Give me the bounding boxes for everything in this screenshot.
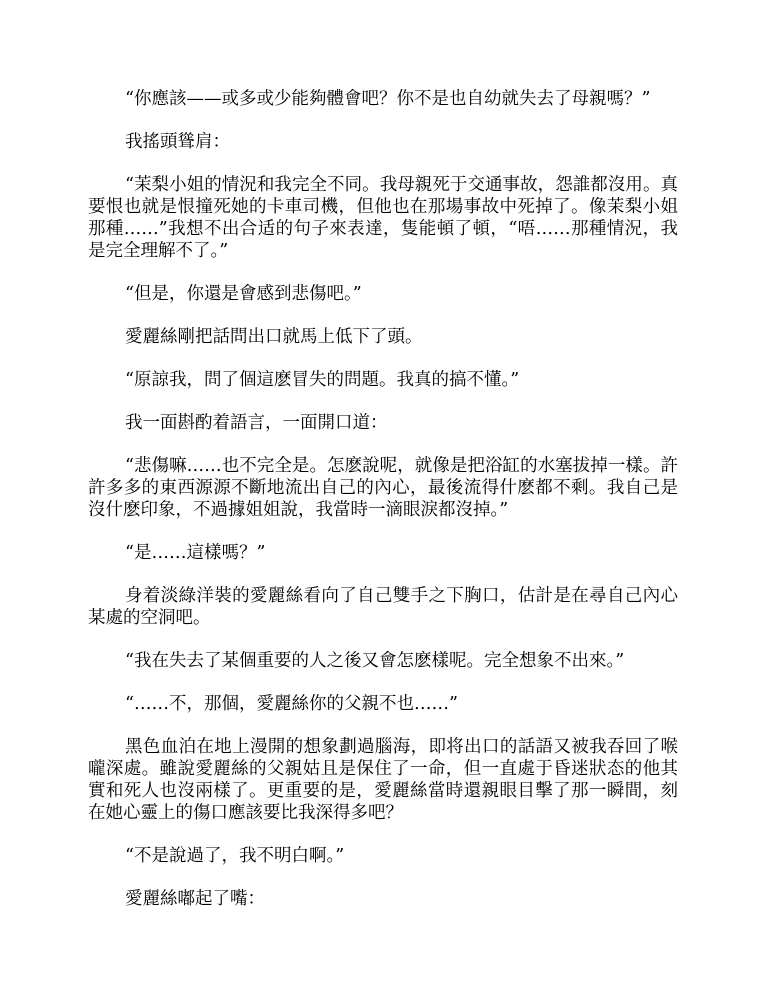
- paragraph: 黑色血泊在地上漫開的想象劃過腦海，即将出口的話語又被我吞回了喉嚨深處。雖說愛麗絲的父親姑且是保住了一命，但一直處于昏迷狀态的他其實和死人也沒兩樣了。更重要的是，愛麗絲當時還親眼目擊了那一瞬間，刻在她心靈上的傷口應該要比我深得多吧？: [88, 737, 678, 823]
- paragraph: “你應該——或多或少能夠體會吧？你不是也自幼就失去了母親嗎？”: [125, 89, 651, 109]
- paragraph: 身着淡綠洋裝的愛麗絲看向了自己雙手之下胸口，估計是在尋自己內心某處的空洞吧。: [88, 586, 678, 628]
- paragraph: “茉梨小姐的情況和我完全不同。我母親死于交通事故，怨誰都沒用。真要恨也就是恨撞死她的卡車司機，但他也在那場事故中死掉了。像茉梨小姐那種……”我想不出合适的句子來表達，隻能頓了頓，“唔……那種情況，我是完全理解不了。”: [88, 175, 678, 261]
- paragraph: “但是，你還是會感到悲傷吧。”: [125, 284, 362, 304]
- paragraph: 愛麗絲剛把話問出口就馬上低下了頭。: [125, 327, 423, 347]
- paragraph: “我在失去了某個重要的人之後又會怎麽樣呢。完全想象不出來。”: [125, 651, 625, 671]
- paragraph: “不是說過了，我不明白啊。”: [125, 846, 345, 866]
- paragraph: 我搖頭聳肩：: [125, 132, 230, 152]
- paragraph: “是……這樣嗎？”: [125, 543, 266, 563]
- paragraph: 愛麗絲嘟起了嘴：: [125, 889, 265, 909]
- paragraph: “原諒我，問了個這麽冒失的問題。我真的搞不懂。”: [125, 370, 520, 390]
- paragraph: 我一面斟酌着語言，一面開口道：: [125, 413, 388, 433]
- paragraph: “……不，那個，愛麗絲你的父親不也……”: [125, 694, 458, 714]
- document-page: [88, 88, 678, 931]
- paragraph: “悲傷嘛……也不完全是。怎麽說呢，就像是把浴缸的水塞拔掉一樣。許許多多的東西源源不斷地流出自己的內心，最後流得什麽都不剩。我自己是沒什麽印象，不過據姐姐說，我當時一滴眼淚都沒掉。”: [88, 456, 678, 520]
